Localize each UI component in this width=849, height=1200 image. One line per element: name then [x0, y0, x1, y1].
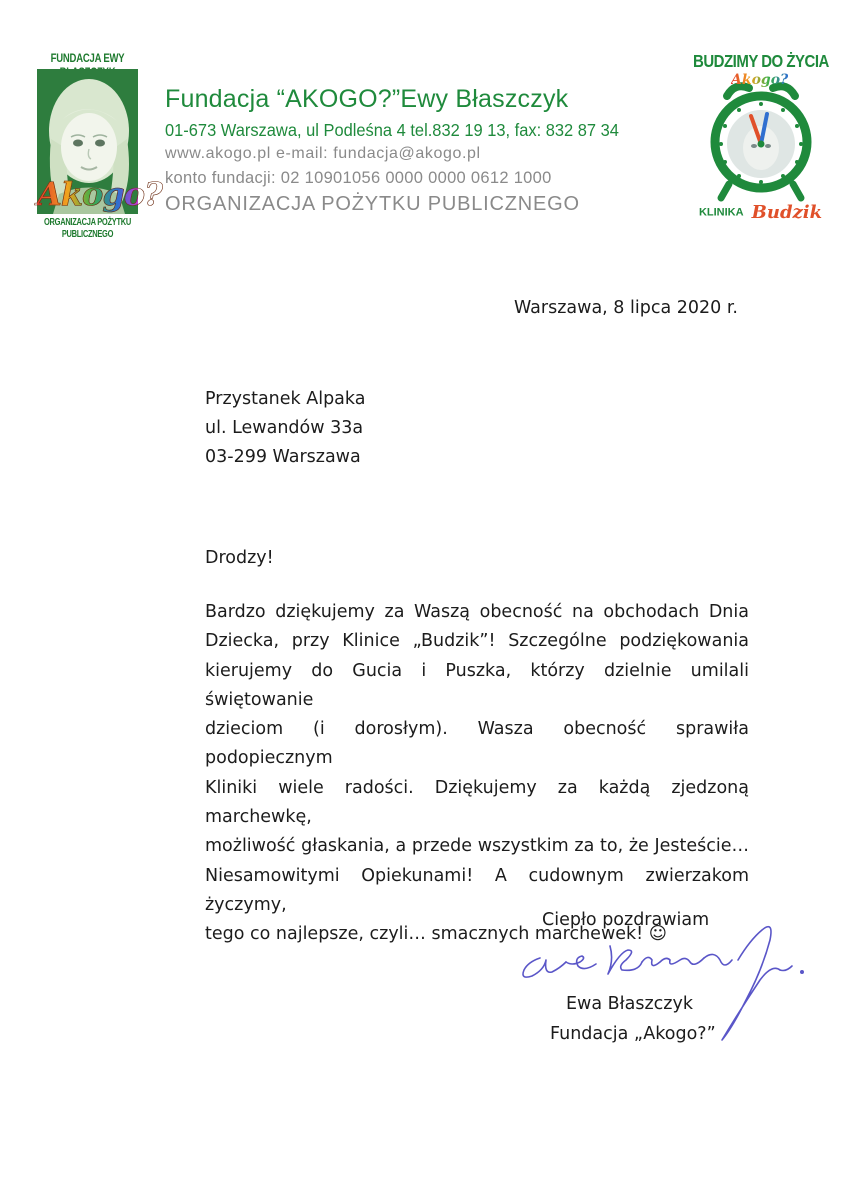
- foundation-web-email: www.akogo.pl e-mail: fundacja@akogo.pl: [165, 145, 481, 162]
- paragraph-line: dzieciom (i dorosłym). Wasza obecność sprawiła podopiecznym: [205, 719, 749, 769]
- paragraph-line: Niesamowitymi Opiekunami! A cudownym zwierzakom życzymy,: [205, 865, 749, 915]
- recipient-city: 03-299 Warszawa: [205, 447, 361, 467]
- paragraph-line: możliwość głaskania, a przede wszystkim za to, że Jesteście…: [205, 836, 749, 857]
- budzimy-slogan: BUDZIMY DO ŻYCIA: [693, 52, 829, 72]
- recipient-street: ul. Lewandów 33a: [205, 418, 364, 438]
- letter-date: Warszawa, 8 lipca 2020 r.: [514, 298, 738, 318]
- paragraph-line: tego co najlepsze, czyli… smacznych marchewek! ☺: [205, 924, 667, 945]
- foundation-account: konto fundacji: 02 10901056 0000 0000 0612 1000: [165, 169, 552, 187]
- logo-left-bottom-text: ORGANIZACJA POŻYTKU PUBLICZNEGO: [44, 216, 131, 240]
- letter-paragraph: [205, 598, 749, 950]
- paragraph-line: Bardzo dziękujemy za Waszą obecność na obchodach Dnia: [205, 602, 749, 622]
- foundation-opp-status: ORGANIZACJA POŻYTKU PUBLICZNEGO: [165, 193, 580, 215]
- logo-left-top-text: FUNDACJA EWY: [50, 52, 125, 66]
- letter-greeting: Drodzy!: [205, 548, 274, 568]
- akogo-brand-left: Akogo?: [37, 175, 162, 213]
- foundation-title: Fundacja “AKOGO?”Ewy Błaszczyk: [165, 85, 569, 113]
- child-portrait-image: [37, 69, 162, 214]
- klinika-budzik-logo: [693, 52, 828, 232]
- alarm-clock-icon: [705, 74, 817, 204]
- budzik-word: Budzik: [751, 202, 823, 223]
- letterhead-info: [165, 84, 690, 217]
- paragraph-line: Kliniki wiele radości. Dziękujemy za każdą zjedzoną marchewkę,: [205, 777, 749, 828]
- foundation-logo-left: [30, 52, 162, 240]
- signer-organization: Fundacja „Akogo?”: [550, 1024, 716, 1044]
- recipient-address: [205, 385, 365, 472]
- signer-name: Ewa Błaszczyk: [566, 994, 693, 1014]
- klinika-budzik-label: [693, 202, 828, 223]
- letter-closing: Ciepło pozdrawiam: [542, 910, 710, 930]
- foundation-address: 01-673 Warszawa, ul Podleśna 4 tel.832 19 13, fax: 832 87 34: [165, 120, 619, 140]
- recipient-name: Przystanek Alpaka: [205, 389, 366, 409]
- paragraph-line: Dziecka, przy Klinice „Budzik”! Szczególne podziękowania: [205, 631, 749, 652]
- klinika-word: KLINIKA: [698, 206, 744, 219]
- paragraph-line: kierujemy do Gucia i Puszka, którzy dzielnie umilali świętowanie: [205, 660, 749, 710]
- akogo-brand-right: Akogo?: [731, 72, 789, 88]
